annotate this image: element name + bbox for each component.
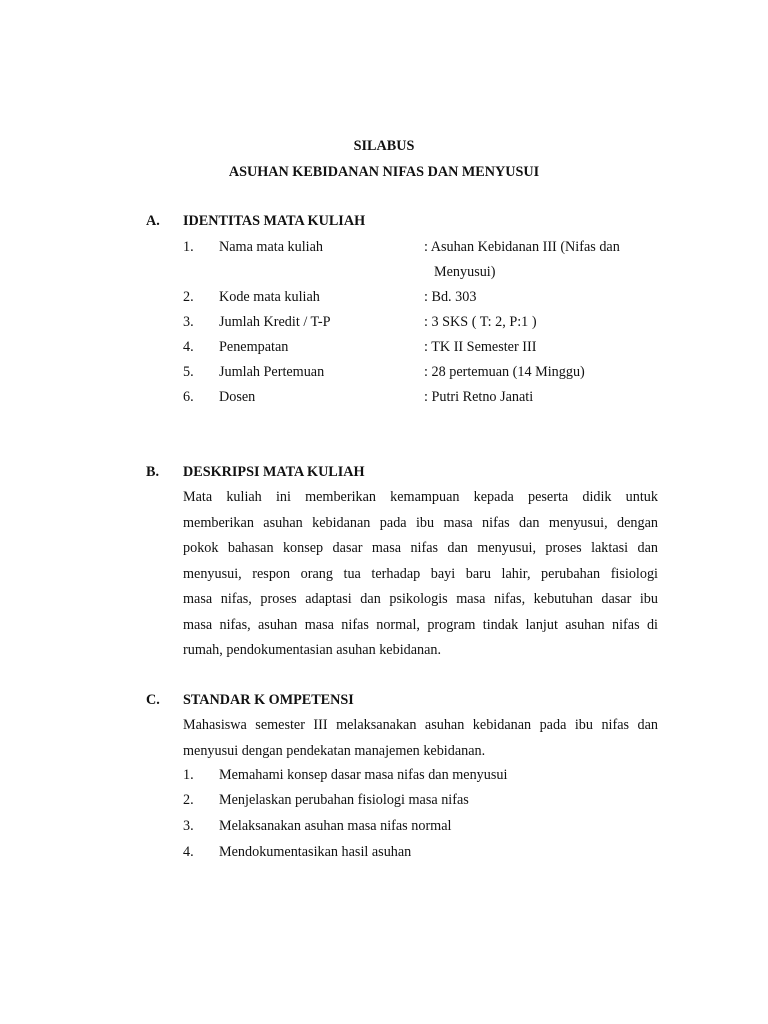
description-line: pokok bahasan konsep dasar masa nifas dan menyusui, proses laktasi dan [183, 540, 658, 556]
identity-row-num: 1. [183, 239, 194, 255]
section-c-letter: C. [146, 692, 160, 708]
section-b-title: DESKRIPSI MATA KULIAH [183, 464, 365, 480]
document-subtitle: ASUHAN KEBIDANAN NIFAS DAN MENYUSUI [228, 164, 540, 180]
competency-item-num: 4. [183, 844, 194, 860]
identity-row-value-continuation: Menyusui) [434, 264, 496, 280]
identity-row-label: Jumlah Kredit / T-P [219, 314, 331, 330]
competency-item-num: 1. [183, 767, 194, 783]
identity-row-label: Kode mata kuliah [219, 289, 320, 305]
competency-item-num: 2. [183, 792, 194, 808]
identity-row-value: : Asuhan Kebidanan III (Nifas dan [424, 239, 620, 255]
description-line: Mata kuliah ini memberikan kemampuan kepada peserta didik untuk [183, 489, 658, 505]
description-line: menyusui, respon orang tua terhadap bayi baru lahir, perubahan fisiologi [183, 565, 658, 582]
identity-row-num: 4. [183, 339, 194, 355]
section-b-letter: B. [146, 464, 160, 480]
identity-row-value: : TK II Semester III [424, 339, 537, 355]
identity-row-num: 5. [183, 364, 194, 380]
identity-row-num: 3. [183, 314, 194, 330]
description-line: masa nifas, asuhan masa nifas normal, program tindak lanjut asuhan nifas di [183, 616, 658, 633]
description-line: masa nifas, proses adaptasi dan psikologis masa nifas, kebutuhan dasar ibu [183, 591, 658, 607]
competency-item-text: Melaksanakan asuhan masa nifas normal [219, 818, 452, 834]
identity-row-label: Jumlah Pertemuan [219, 364, 325, 380]
competency-line: Mahasiswa semester III melaksanakan asuhan kebidanan pada ibu nifas dan [183, 717, 658, 733]
document-title: SILABUS [353, 138, 415, 154]
competency-item-text: Menjelaskan perubahan fisiologi masa nifas [219, 792, 469, 808]
section-c-title: STANDAR K OMPETENSI [183, 692, 354, 708]
identity-row-num: 2. [183, 289, 194, 305]
identity-row-num: 6. [183, 389, 194, 405]
competency-item-num: 3. [183, 818, 194, 834]
identity-row-label: Penempatan [219, 339, 289, 355]
description-line: rumah, pendokumentasian asuhan kebidanan. [183, 642, 442, 658]
identity-row-value: : 3 SKS ( T: 2, P:1 ) [424, 314, 537, 330]
description-line: memberikan asuhan kebidanan pada ibu masa nifas dan menyusui, dengan [183, 514, 658, 531]
competency-statement [183, 713, 658, 764]
identity-row-label: Nama mata kuliah [219, 239, 324, 255]
section-a-letter: A. [146, 213, 160, 229]
competency-line: menyusui dengan pendekatan manajemen kebidanan. [183, 742, 486, 759]
identity-row-label: Dosen [219, 389, 256, 405]
identity-row-value: : 28 pertemuan (14 Minggu) [424, 364, 585, 380]
section-a-title: IDENTITAS MATA KULIAH [183, 213, 366, 229]
identity-row-value: : Bd. 303 [424, 289, 477, 305]
course-description [183, 485, 658, 664]
competency-item-text: Mendokumentasikan hasil asuhan [219, 844, 412, 860]
competency-item-text: Memahami konsep dasar masa nifas dan menyusui [219, 767, 508, 783]
identity-row-value: : Putri Retno Janati [424, 389, 534, 405]
